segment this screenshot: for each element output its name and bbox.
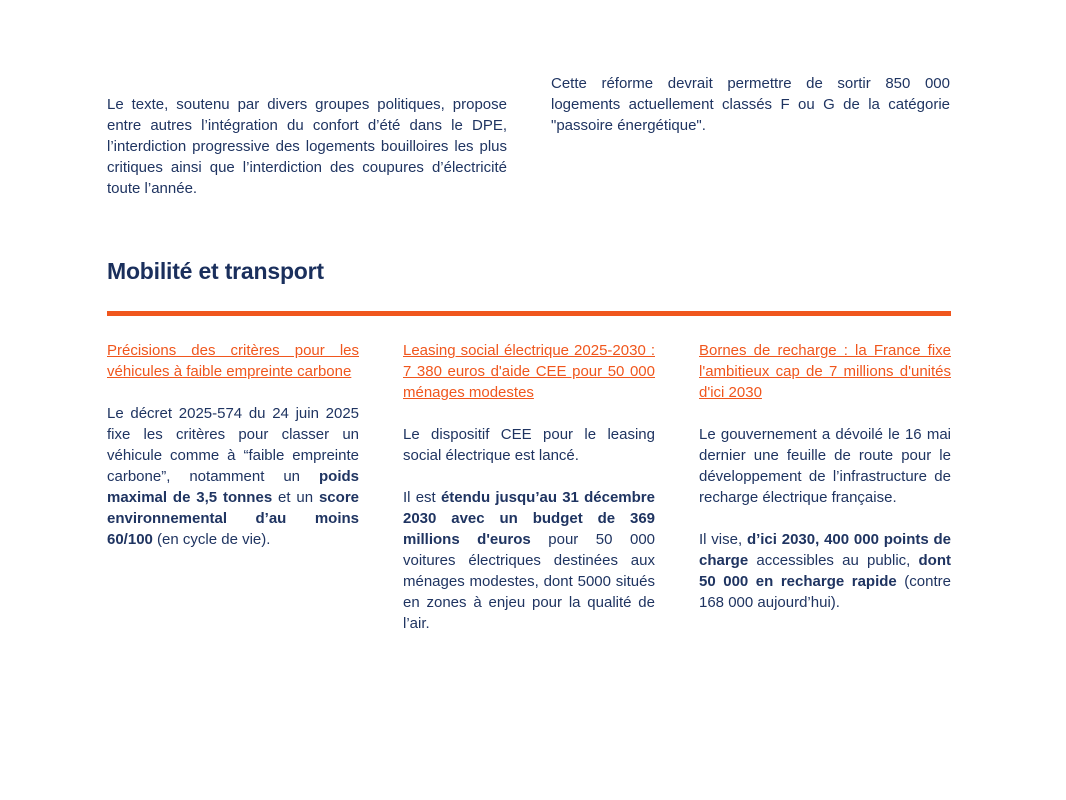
link-charging-stations[interactable]: Bornes de recharge : la France fixe l'ambitieux cap de 7 millions d'unités d'ici 2030 xyxy=(699,342,951,401)
link-social-leasing[interactable]: Leasing social électrique 2025-2030 : 7 380 euros d'aide CEE pour 50 000 ménages modestes xyxy=(403,342,655,401)
text-segment: Le décret 2025-574 du 24 juin 2025 fixe les critères pour classer un véhicule comme à “faible empreinte carbone”, notamment un xyxy=(107,405,359,485)
bold-segment: score environnemental d’au moins 60/100 xyxy=(107,489,359,548)
text-segment: Il est xyxy=(403,489,441,506)
column-social-leasing xyxy=(403,340,655,655)
text-segment: accessibles au public, xyxy=(748,552,919,569)
vehicle-criteria-paragraph xyxy=(107,403,359,550)
column-vehicle-criteria xyxy=(107,340,359,571)
column-charging-stations xyxy=(699,340,951,634)
text-segment: et un xyxy=(272,489,319,506)
text-segment: Il vise, xyxy=(699,531,747,548)
section-title: Mobilité et transport xyxy=(107,258,324,284)
section-divider xyxy=(107,311,951,316)
bold-segment: dont 50 000 en recharge rapide xyxy=(699,552,951,590)
social-leasing-paragraph-2 xyxy=(403,487,655,634)
charging-stations-paragraph-2 xyxy=(699,529,951,613)
bold-segment: étendu jusqu’au 31 décembre 2030 avec un budget de 369 millions d'euros xyxy=(403,489,655,548)
text-segment: (contre 168 000 aujourd’hui). xyxy=(699,573,951,611)
intro-paragraph-left: Le texte, soutenu par divers groupes politiques, propose entre autres l’intégration du confort d’été dans le DPE, l’interdiction progressive des logements bouilloires les plus critiques ainsi que l’interdiction des coupures d’électricité toute l’année. xyxy=(107,96,507,197)
link-vehicle-criteria[interactable]: Précisions des critères pour les véhicules à faible empreinte carbone xyxy=(107,342,359,380)
text-segment: pour 50 000 voitures électriques destinées aux ménages modestes, dont 5000 situés en zones à enjeu pour la qualité de l’air. xyxy=(403,531,655,632)
charging-stations-paragraph-1: Le gouvernement a dévoilé le 16 mai dernier une feuille de route pour le développement de l’infrastructure de recharge électrique française. xyxy=(699,426,951,506)
social-leasing-paragraph-1: Le dispositif CEE pour le leasing social électrique est lancé. xyxy=(403,426,655,464)
bold-segment: d’ici 2030, 400 000 points de charge xyxy=(699,531,951,569)
bold-segment: poids maximal de 3,5 tonnes xyxy=(107,468,359,506)
text-segment: (en cycle de vie). xyxy=(152,531,271,548)
intro-paragraph-right: Cette réforme devrait permettre de sortir 850 000 logements actuellement classés F ou G de la catégorie "passoire énergétique". xyxy=(551,75,950,134)
